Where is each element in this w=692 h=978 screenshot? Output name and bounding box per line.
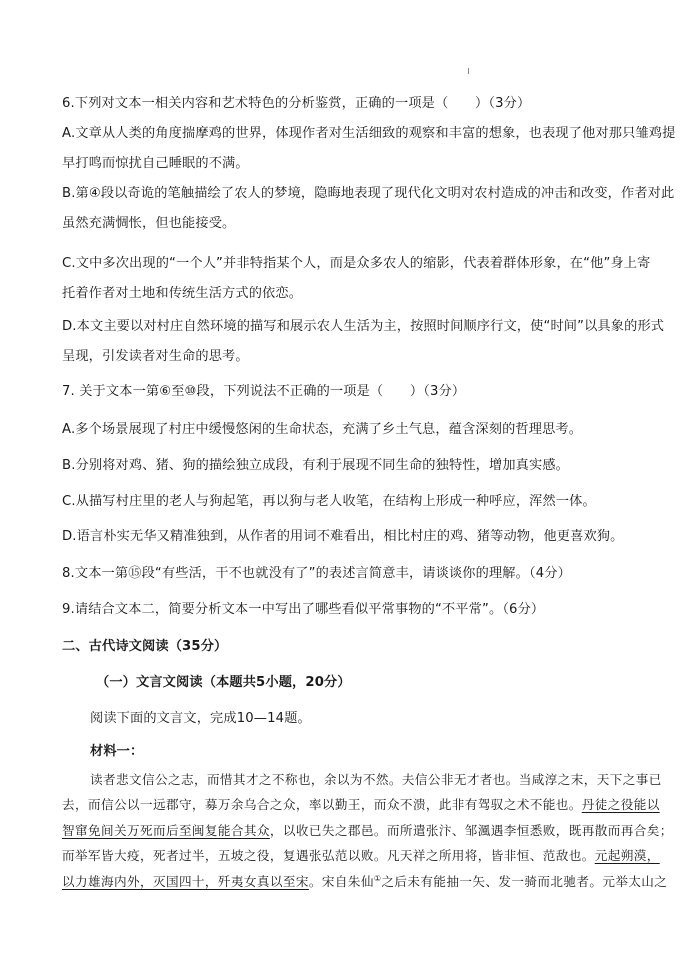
question-6-option-c-line1: C.文中多次出现的“一个人”并非特指某个人，而是众多农人的缩影，代表着群体形象，在“他”身上寄 [62,256,651,271]
underlined-sentence-part3: 元起朔漠， [594,848,660,863]
reading-instruction: 阅读下面的文言文，完成10—14题。 [90,711,311,726]
question-7-option-c: C.从描写村庄里的老人与狗起笔，再以狗与老人收笔，在结构上形成一种呼应，浑然一体。 [62,494,596,509]
classical-text-line3: 智窜免间关万死而后至闽复能合其众，以收已失之郡邑。而所遣张汴、邹渢遇李恒悉败，既再散而再合矣； [62,823,673,838]
section-heading: 二、古代诗文阅读（35分） [62,639,228,654]
question-6-option-a-line2: 早打鸣而惊扰自己睡眠的不满。 [62,156,249,171]
question-8: 8.文本一第⑮段“有些活，干不也就没有了”的表述言简意丰，请谈谈你的理解。（4分） [62,566,571,581]
question-7-option-a: A.多个场景展现了村庄中缓慢悠闲的生命状态，充满了乡土气息，蕴含深刻的哲理思考。 [62,422,583,437]
underlined-sentence-part4: 以力雄海内外，灭国四十，歼夷女真以至宋 [62,874,309,889]
question-6-option-c-line2: 托着作者对土地和传统生活方式的依恋。 [62,286,303,301]
question-6-option-d-line1: D.本文主要以对村庄自然环境的描写和展示农人生活为主，按照时间顺序行文，使“时间”以具象的形式 [62,319,665,334]
question-9: 9.请结合文本二，简要分析文本一中写出了哪些看似平常事物的“不平常”。（6分） [62,602,545,617]
question-7-stem: 7. 关于文本一第⑥至⑩段，下列说法不正确的一项是（ ）（3分） [62,384,466,399]
classical-text-line1: 读者悲文信公之志，而惜其才之不称也，余以为不然。夫信公非无才者也。当咸淳之末，天下之事已 [90,772,662,787]
underlined-sentence-part2: 智窜免间关万死而后至闽复能合其众 [62,823,270,838]
classical-text-line2: 去，而信公以一远郡守，募万余乌合之众，率以勤王，而众不溃，此非有驾驭之术不能也。丹徒之役能以 [62,797,660,812]
underlined-sentence-part1: 丹徒之役能以 [581,797,660,812]
question-7-option-d: D.语言朴实无华又精准独到，从作者的用词不难看出，相比村庄的鸡、猪等动物，他更喜欢狗。 [62,529,624,544]
footnote-marker: ① [373,873,382,883]
classical-text-line4: 而举军皆大疫，死者过半，五坡之役，复遇张弘范以败。凡天祥之所用将，皆非恒、范敌也。元起朔漠， [62,848,660,863]
subsection-heading: （一）文言文阅读（本题共5小题，20分） [96,675,351,690]
question-6-option-d-line2: 呈现，引发读者对生命的思考。 [62,349,249,364]
question-6-stem: 6.下列对文本一相关内容和艺术特色的分析鉴赏，正确的一项是（ ）（3分） [62,96,531,111]
material-label: 材料一： [90,744,144,759]
question-7-option-b: B.分别将对鸡、猪、狗的描绘独立成段，有利于展现不同生命的独特性，增加真实感。 [62,458,570,473]
question-6-option-b-line1: B.第④段以奇诡的笔触描绘了农人的梦境，隐晦地表现了现代化文明对农村造成的冲击和改变，作者对此 [62,186,675,201]
classical-text-line5: 以力雄海内外，灭国四十，歼夷女真以至宋。宋自朱仙①之后未有能抽一矢、发一骑而北驰者。元举太山之 [62,873,668,889]
page-mark [468,68,469,74]
question-6-option-b-line2: 虽然充满惆怅，但也能接受。 [62,216,236,231]
question-6-option-a-line1: A.文章从人类的角度揣摩鸡的世界，体现作者对生活细致的观察和丰富的想象，也表现了他对那只雏鸡提 [62,126,676,141]
